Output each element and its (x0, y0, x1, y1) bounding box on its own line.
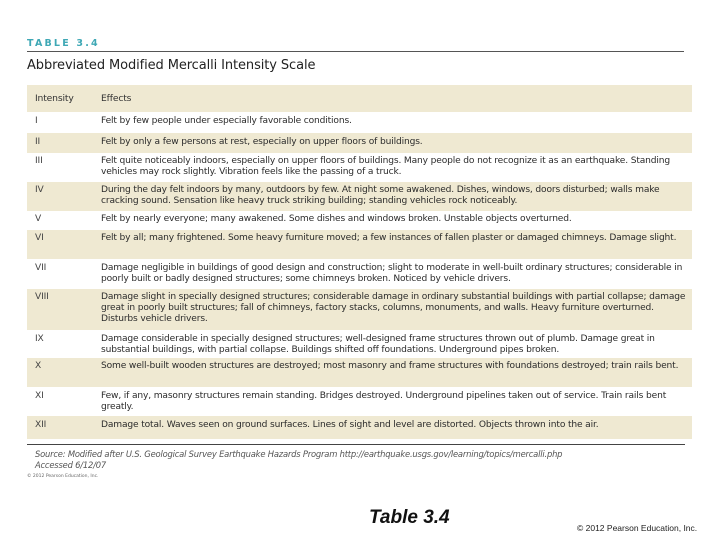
table-title: Abbreviated Modified Mercalli Intensity Scale (27, 58, 316, 73)
source-note (27, 449, 692, 470)
table-row (27, 387, 692, 416)
effects-cell: Damage negligible in buildings of good design and construction; slight to moderate in well-built ordinary structures; considerable in poorly built or badly designed structures; some chimneys broken. Noticed by vehicle drivers. (101, 263, 683, 285)
effects-cell: During the day felt indoors by many, outdoors by few. At night some awakened. Dishes, windows, doors disturbed; walls make cracking sound. Sensation like heavy truck striking building; standing vehicles rock noticeably. (101, 185, 660, 207)
intensity-cell: VII (35, 263, 47, 273)
table-row (27, 211, 692, 230)
intensity-cell: V (35, 214, 42, 224)
intensity-cell: XII (35, 420, 47, 430)
bottom-rule (27, 444, 685, 445)
table-row (27, 112, 692, 133)
table-copyright: © 2012 Pearson Education, Inc. (27, 474, 99, 479)
intensity-cell: III (35, 156, 43, 166)
column-header-effects: Effects (101, 92, 132, 104)
table-row (27, 330, 692, 358)
top-rule (27, 51, 684, 52)
intensity-cell: VI (35, 233, 44, 243)
effects-cell: Damage total. Waves seen on ground surfaces. Lines of sight and level are distorted. Objects thrown into the air. (101, 420, 599, 430)
effects-cell: Few, if any, masonry structures remain standing. Bridges destroyed. Underground pipelines taken out of service. Train rails bent greatly. (101, 391, 667, 413)
table-label: TABLE 3.4 (27, 38, 100, 49)
table-row (27, 358, 692, 387)
slide-caption: Table 3.4 (369, 507, 450, 528)
table-row (27, 230, 692, 259)
accessed-line: Accessed 6/12/07 (35, 459, 107, 470)
effects-cell: Felt quite noticeably indoors, especially on upper floors of buildings. Many people do not recognize it as an earthquake. Standing vehicles may rock slightly. Vibration feels like the passing of a truck. (101, 156, 671, 178)
table-row (27, 133, 692, 153)
effects-cell: Felt by all; many frightened. Some heavy furniture moved; a few instances of fallen plaster or damaged chimneys. Damage slight. (101, 233, 677, 243)
table-row (27, 182, 692, 211)
effects-cell: Felt by only a few persons at rest, especially on upper floors of buildings. (101, 137, 423, 147)
effects-cell: Some well-built wooden structures are destroyed; most masonry and frame structures with foundations destroyed; train rails bent. (101, 361, 679, 371)
table-document (27, 38, 692, 479)
mercalli-table (27, 85, 692, 439)
column-header-intensity: Intensity (35, 92, 74, 104)
intensity-cell: IV (35, 185, 44, 195)
table-row (27, 416, 692, 439)
effects-cell: Damage considerable in specially designed structures; well-designed frame structures thrown out of plumb. Damage great in substantial buildings, with partial collapse. Buildings shifted off foundations. Underground pipes broken. (101, 334, 655, 356)
intensity-cell: XI (35, 391, 44, 401)
table-header-row (27, 85, 692, 112)
intensity-cell: I (35, 116, 38, 126)
effects-cell: Felt by nearly everyone; many awakened. Some dishes and windows broken. Unstable objects overturned. (101, 214, 572, 224)
effects-cell: Damage slight in specially designed structures; considerable damage in ordinary substantial buildings with partial collapse; damage great in poorly built structures; fall of chimneys, factory stacks, columns, monuments, and walls. Heavy furniture overturned. Disturbs vehicle drivers. (101, 292, 686, 325)
intensity-cell: II (35, 137, 41, 147)
table-row (27, 289, 692, 330)
table-row (27, 259, 692, 289)
effects-cell: Felt by few people under especially favorable conditions. (101, 116, 352, 126)
intensity-cell: IX (35, 334, 44, 344)
intensity-cell: X (35, 361, 42, 371)
table-row (27, 153, 692, 182)
source-line: Source: Modified after U.S. Geological Survey Earthquake Hazards Program http://earthquake.usgs.gov/learning/topics/mercalli.php (35, 449, 563, 459)
intensity-cell: VIII (35, 292, 49, 302)
slide-copyright: © 2012 Pearson Education, Inc. (577, 523, 698, 533)
